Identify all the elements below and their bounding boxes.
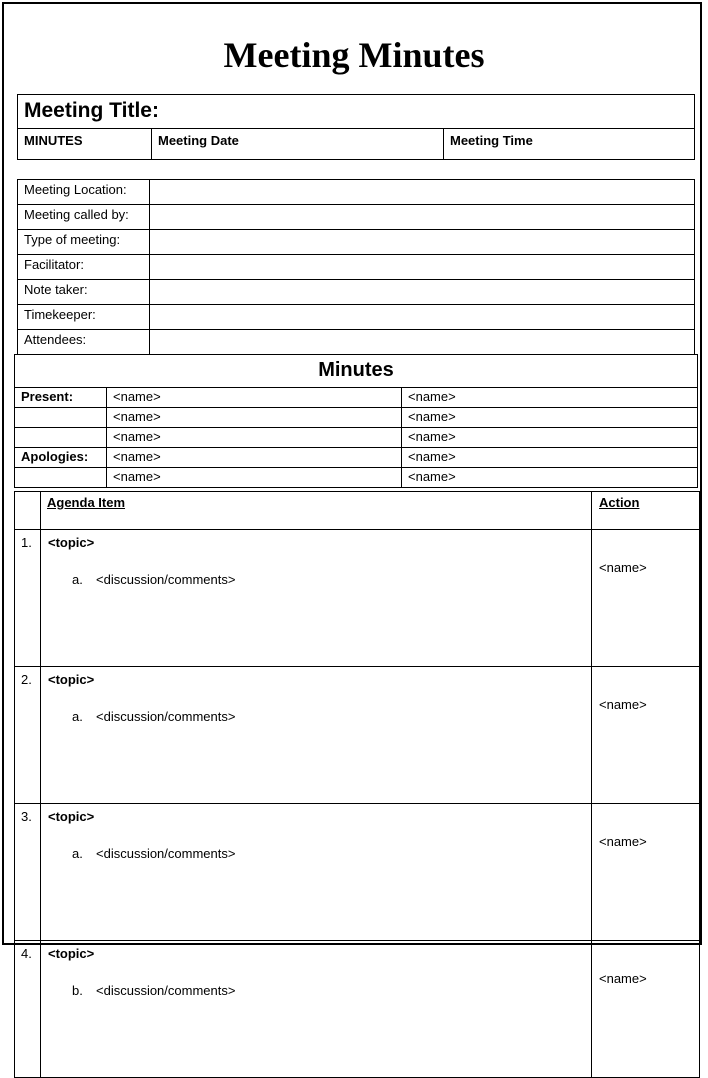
- meeting-title-label: Meeting Title:: [18, 95, 695, 129]
- agenda-topic: <topic>: [48, 809, 95, 824]
- agenda-item[interactable]: [41, 530, 592, 667]
- page-title: Meeting Minutes: [223, 35, 485, 75]
- present-name[interactable]: <name>: [402, 408, 698, 428]
- agenda-number: 1.: [15, 530, 41, 667]
- agenda-action[interactable]: <name>: [592, 530, 700, 667]
- detail-value-called-by[interactable]: [150, 205, 695, 230]
- agenda-row: [15, 530, 700, 667]
- present-name[interactable]: <name>: [402, 428, 698, 448]
- agenda-discussion: [72, 983, 585, 998]
- detail-value-location[interactable]: [150, 180, 695, 205]
- detail-label-type: Type of meeting:: [18, 230, 150, 255]
- detail-label-note-taker: Note taker:: [18, 280, 150, 305]
- minutes-table: [14, 354, 698, 488]
- apologies-name[interactable]: <name>: [107, 468, 402, 488]
- action-header-text: Action: [599, 495, 640, 510]
- detail-value-timekeeper[interactable]: [150, 305, 695, 330]
- agenda-discussion: [72, 709, 585, 724]
- agenda-action[interactable]: <name>: [592, 941, 700, 1078]
- detail-value-attendees[interactable]: [150, 330, 695, 355]
- apologies-name[interactable]: <name>: [402, 448, 698, 468]
- detail-value-note-taker[interactable]: [150, 280, 695, 305]
- agenda-action[interactable]: <name>: [592, 667, 700, 804]
- agenda-item[interactable]: [41, 804, 592, 941]
- present-label-empty: [15, 428, 107, 448]
- discussion-text: <discussion/comments>: [96, 846, 236, 861]
- apologies-name[interactable]: <name>: [107, 448, 402, 468]
- agenda-number-header: [15, 492, 41, 530]
- discussion-text: <discussion/comments>: [96, 709, 236, 724]
- present-label-empty: [15, 408, 107, 428]
- present-label: Present:: [15, 388, 107, 408]
- agenda-topic: <topic>: [48, 535, 95, 550]
- meeting-header-table: [17, 94, 695, 160]
- apologies-label: Apologies:: [15, 448, 107, 468]
- agenda-action[interactable]: <name>: [592, 804, 700, 941]
- present-name[interactable]: <name>: [107, 408, 402, 428]
- action-header: [592, 492, 700, 530]
- discussion-text: <discussion/comments>: [96, 572, 236, 587]
- meeting-details-table: [17, 179, 695, 355]
- discussion-letter: a.: [72, 572, 83, 587]
- detail-label-location: Meeting Location:: [18, 180, 150, 205]
- present-name[interactable]: <name>: [107, 428, 402, 448]
- agenda-number: 4.: [15, 941, 41, 1078]
- agenda-topic: <topic>: [48, 672, 95, 687]
- agenda-number: 2.: [15, 667, 41, 804]
- detail-label-attendees: Attendees:: [18, 330, 150, 355]
- agenda-item[interactable]: [41, 667, 592, 804]
- agenda-row: [15, 804, 700, 941]
- present-name[interactable]: <name>: [107, 388, 402, 408]
- discussion-letter: a.: [72, 709, 83, 724]
- agenda-row: [15, 941, 700, 1078]
- agenda-topic: <topic>: [48, 946, 95, 961]
- agenda-table: [14, 491, 700, 1078]
- present-name[interactable]: <name>: [402, 388, 698, 408]
- agenda-item-header-text: Agenda Item: [47, 495, 126, 510]
- document-page: [2, 2, 702, 998]
- meeting-time-label: Meeting Time: [444, 129, 695, 160]
- meeting-date-label: Meeting Date: [152, 129, 444, 160]
- detail-label-timekeeper: Timekeeper:: [18, 305, 150, 330]
- agenda-discussion: [72, 572, 585, 587]
- detail-label-facilitator: Facilitator:: [18, 255, 150, 280]
- agenda-number: 3.: [15, 804, 41, 941]
- detail-value-facilitator[interactable]: [150, 255, 695, 280]
- agenda-item-header: [41, 492, 592, 530]
- agenda-row: [15, 667, 700, 804]
- detail-label-called-by: Meeting called by:: [18, 205, 150, 230]
- discussion-text: <discussion/comments>: [96, 983, 236, 998]
- apologies-name[interactable]: <name>: [402, 468, 698, 488]
- apologies-label-empty: [15, 468, 107, 488]
- agenda-item[interactable]: [41, 941, 592, 1078]
- discussion-letter: a.: [72, 846, 83, 861]
- minutes-heading: Minutes: [15, 355, 698, 388]
- discussion-letter: b.: [72, 983, 83, 998]
- detail-value-type[interactable]: [150, 230, 695, 255]
- agenda-discussion: [72, 846, 585, 861]
- minutes-label: MINUTES: [18, 129, 152, 160]
